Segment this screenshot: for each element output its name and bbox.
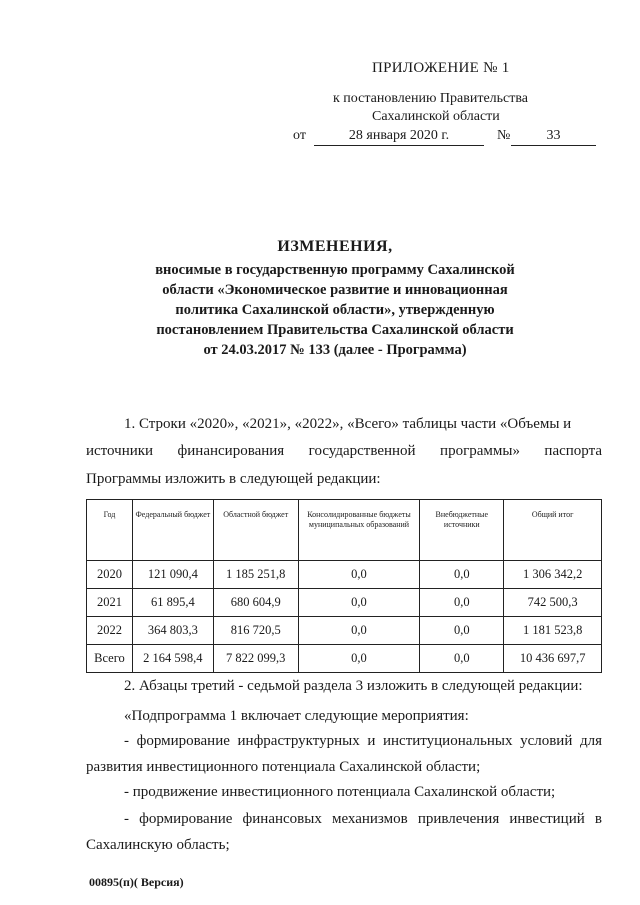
decree-number: 33 [511, 128, 596, 146]
bullet-3-line-1: - формирование финансовых механизмов привлечения инвестиций в [124, 811, 602, 827]
bullet-2: - продвижение инвестиционного потенциала Сахалинской области; [124, 784, 556, 800]
table-cell: 0,0 [298, 645, 420, 673]
header-extrabudgetary: Внебюджетные источники [420, 500, 504, 561]
table-cell: 0,0 [420, 645, 504, 673]
paragraph-1-line-2: источники финансирования государственной программы» паспорта [86, 443, 602, 459]
table-cell: 10 436 697,7 [504, 645, 602, 673]
table-cell: 2021 [87, 589, 133, 617]
table-row [87, 645, 602, 673]
region-name: Сахалинской области [372, 109, 500, 124]
table-cell: 0,0 [420, 561, 504, 589]
financing-table [86, 499, 602, 673]
table-cell: 816 720,5 [213, 617, 298, 645]
appendix-heading: ПРИЛОЖЕНИЕ № 1 [372, 60, 510, 76]
document-subtitle [120, 260, 550, 360]
decree-date-line [293, 128, 603, 150]
quote-intro: «Подпрограмма 1 включает следующие мероприятия: [124, 708, 469, 724]
table-cell: 7 822 099,3 [213, 645, 298, 673]
document-footer-code: 00895(п)( Версия) [89, 875, 184, 889]
table-cell: 2020 [87, 561, 133, 589]
paragraph-1-line-1: 1. Строки «2020», «2021», «2022», «Всего» таблицы части «Объемы и [124, 416, 572, 432]
date-prefix: от [293, 128, 306, 143]
table-cell: 2022 [87, 617, 133, 645]
decree-date: 28 января 2020 г. [314, 128, 484, 146]
table-cell: 1 181 523,8 [504, 617, 602, 645]
table-cell: 0,0 [298, 617, 420, 645]
header-year: Год [87, 500, 133, 561]
paragraph-2: 2. Абзацы третий - седьмой раздела 3 изложить в следующей редакции: [124, 678, 583, 694]
table-cell: 1 306 342,2 [504, 561, 602, 589]
table-row [87, 561, 602, 589]
header-regional: Областной бюджет [213, 500, 298, 561]
table-cell: 2 164 598,4 [132, 645, 213, 673]
table-cell: 121 090,4 [132, 561, 213, 589]
subtitle-line: постановлением Правительства Сахалинской области [156, 322, 514, 338]
table-cell: 0,0 [420, 589, 504, 617]
table-row [87, 617, 602, 645]
table-cell: 0,0 [298, 589, 420, 617]
decree-reference: к постановлению Правительства [333, 91, 529, 106]
table-row [87, 589, 602, 617]
paragraph-1-line-3: Программы изложить в следующей редакции: [86, 471, 381, 487]
header-total: Общий итог [504, 500, 602, 561]
table-cell: 680 604,9 [213, 589, 298, 617]
table-cell: Всего [87, 645, 133, 673]
table-header-row [87, 500, 602, 561]
document-title: ИЗМЕНЕНИЯ, [277, 238, 393, 255]
subtitle-line: от 24.03.2017 № 133 (далее - Программа) [203, 342, 467, 358]
table-cell: 364 803,3 [132, 617, 213, 645]
header-federal: Федеральный бюджет [132, 500, 213, 561]
table-cell: 0,0 [420, 617, 504, 645]
subtitle-line: политика Сахалинской области», утвержденную [175, 302, 495, 318]
subtitle-line: области «Экономическое развитие и инновационная [162, 282, 508, 298]
table-cell: 1 185 251,8 [213, 561, 298, 589]
table-cell: 61 895,4 [132, 589, 213, 617]
bullet-1-line-1: - формирование инфраструктурных и институциональных условий для [124, 733, 602, 749]
bullet-3-line-2: Сахалинскую область; [86, 837, 230, 853]
table-cell: 742 500,3 [504, 589, 602, 617]
bullet-1-line-2: развития инвестиционного потенциала Сахалинской области; [86, 759, 481, 775]
number-label: № [497, 128, 511, 143]
subtitle-line: вносимые в государственную программу Сахалинской [155, 262, 515, 278]
table-cell: 0,0 [298, 561, 420, 589]
header-municipal: Консолидированные бюджеты муниципальных образований [298, 500, 420, 561]
